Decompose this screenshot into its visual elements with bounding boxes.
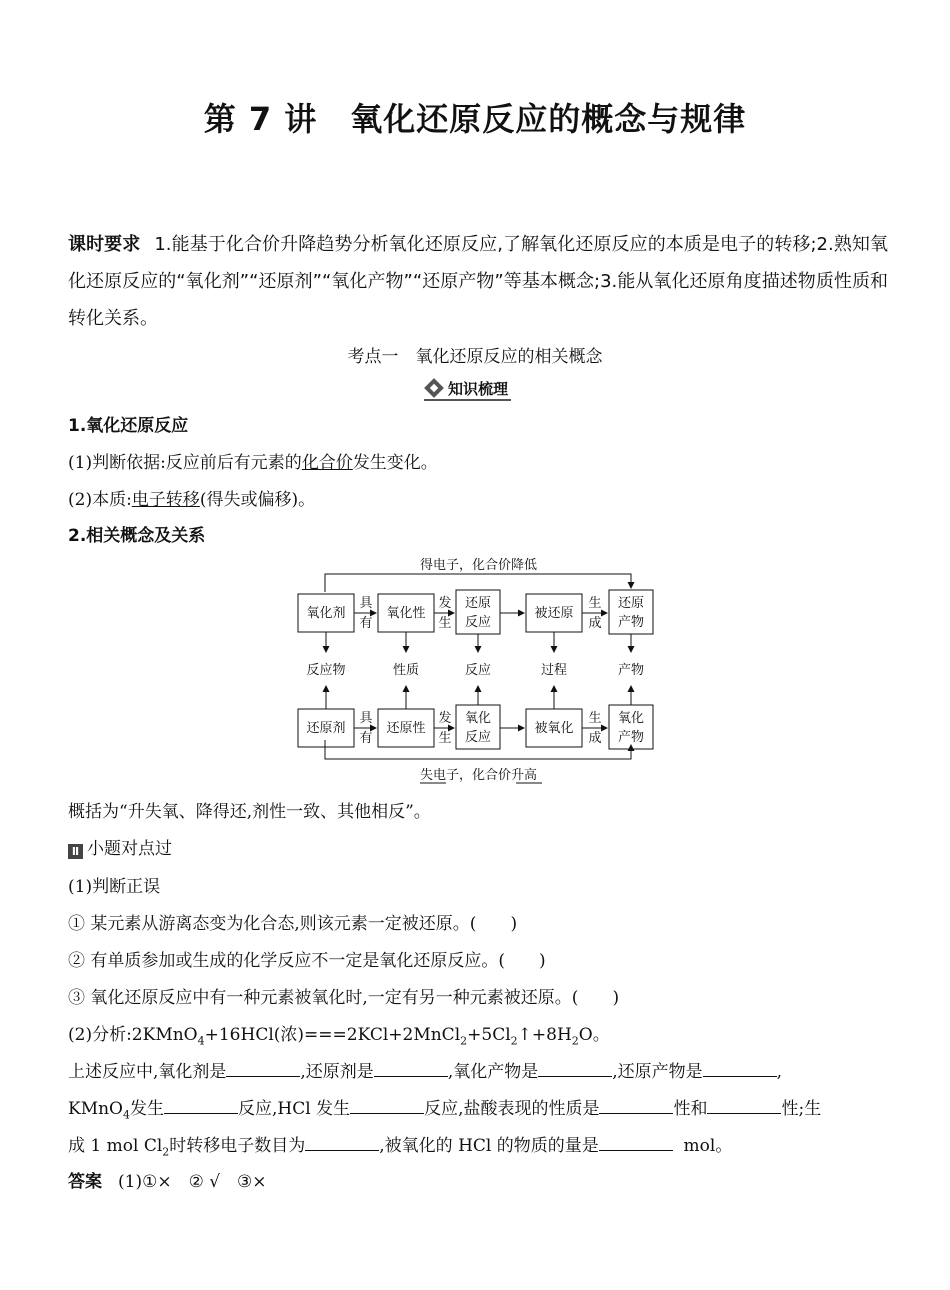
- p1-prefix: (1)判断依据:反应前后有元素的: [68, 453, 302, 473]
- q1-title: (1)判断正误: [68, 877, 161, 897]
- p2-suffix: (得失或偏移)。: [199, 490, 316, 510]
- top-row-label-2-a: 还原: [464, 596, 492, 611]
- q2-l2-t1: 反应,HCl 发生: [238, 1099, 351, 1119]
- answer-blank[interactable]: [707, 1099, 781, 1114]
- answer-blank[interactable]: [703, 1062, 777, 1077]
- paragraph-essence: [68, 485, 315, 510]
- paragraph-judgement: [68, 448, 438, 473]
- q1-item-3: ③ 氧化还原反应中有一种元素被氧化时,一定有另一种元素被还原。( ): [68, 988, 620, 1008]
- top-bracket-arrow: [325, 574, 631, 592]
- top-connector-2-a: 生: [588, 596, 602, 611]
- answer-blank[interactable]: [538, 1062, 612, 1077]
- top-row-label-0: 氧化剂: [306, 606, 346, 621]
- diamond-icon: [424, 378, 444, 398]
- answer-blank[interactable]: [350, 1099, 424, 1114]
- bottom-connector-0-b: 有: [359, 731, 373, 746]
- top-row-label-4-b: 产物: [617, 615, 645, 630]
- answer-blank[interactable]: [164, 1099, 238, 1114]
- top-row-label-3: 被还原: [534, 606, 574, 621]
- practice-icon: Ⅱ: [68, 844, 83, 859]
- page-title: 第 7 讲 氧化还原反应的概念与规律: [203, 100, 747, 138]
- bottom-row-label-3: 被氧化: [534, 721, 574, 736]
- eq-part-0: (2)分析:2KMnO: [68, 1025, 198, 1045]
- top-connector-0-a: 具: [359, 596, 373, 611]
- q2-l1-t2: ,氧化产物是: [447, 1062, 539, 1082]
- q2-line-3: [68, 1131, 732, 1158]
- q2-l3-t1: ,被氧化的 HCl 的物质的量是: [379, 1136, 599, 1156]
- eq-sub-0: 4: [197, 1034, 205, 1048]
- top-connector-0-b: 有: [359, 616, 373, 631]
- q2-line-1: [68, 1057, 782, 1082]
- q2-l2-sub: 4: [123, 1108, 130, 1122]
- answer-blank[interactable]: [599, 1099, 673, 1114]
- q2-l2-t2: 反应,盐酸表现的性质是: [424, 1099, 600, 1119]
- eq-part-3: ↑+8H: [517, 1025, 572, 1045]
- bottom-row-label-0: 还原剂: [306, 721, 346, 736]
- q2-l2-t0: 发生: [130, 1099, 164, 1119]
- answer-blank[interactable]: [305, 1136, 379, 1151]
- middle-label-1: 性质: [392, 663, 420, 678]
- q2-l3-t0: 时转移电子数目为: [169, 1136, 306, 1156]
- bottom-connector-1-b: 生: [438, 731, 452, 746]
- requirements-text: 1.能基于化合价升降趋势分析氧化还原反应,了解氧化还原反应的本质是电子的转移;2.熟知氧化还原反应的“氧化剂”“还原剂”“氧化产物”“还原产物”等基本概念;3.能从氧化还原角度描述物质性质和转化关系。: [68, 234, 888, 329]
- bottom-connector-2-a: 生: [588, 711, 602, 726]
- top-label: 得电子，化合价降低: [420, 558, 538, 573]
- eq-sub-3: 2: [571, 1034, 579, 1048]
- middle-label-2: 反应: [464, 663, 492, 678]
- q2-l2-t4: 性;生: [781, 1099, 822, 1119]
- eq-sub-2: 2: [510, 1034, 518, 1048]
- bottom-connector-0-a: 具: [359, 711, 373, 726]
- top-row-label-2-b: 反应: [464, 615, 492, 630]
- p2-prefix: (2)本质:: [68, 490, 132, 510]
- middle-label-3: 过程: [540, 663, 568, 678]
- q2-l2-t3: 性和: [673, 1099, 708, 1119]
- bottom-row-label-1: 还原性: [386, 721, 426, 736]
- heading-1: 1.氧化还原反应: [68, 416, 189, 436]
- answer-text: (1)①× ② √ ③×: [118, 1172, 267, 1192]
- summary-text: 概括为“升失氧、降得还,剂性一致、其他相反”。: [68, 802, 431, 822]
- knowledge-badge: [424, 377, 511, 401]
- badge-label: 知识梳理: [448, 379, 509, 398]
- section-title: 考点一 氧化还原反应的相关概念: [347, 347, 603, 367]
- eq-part-1: +16HCl(浓)===2KCl+2MnCl: [204, 1025, 461, 1045]
- p1-answer: 化合价: [301, 453, 353, 473]
- q2-l3-sub: 2: [162, 1145, 170, 1159]
- practice-heading: [68, 834, 172, 859]
- top-connector-1-a: 发: [438, 596, 452, 611]
- answer-blank[interactable]: [226, 1062, 300, 1077]
- q2-l1-t3: ,还原产物是: [612, 1062, 703, 1082]
- q2-l3-a: 成 1 mol Cl: [68, 1136, 163, 1156]
- q2-l3-t2: mol。: [672, 1136, 733, 1156]
- bottom-row-label-2-b: 反应: [464, 730, 492, 745]
- eq-part-2: +5Cl: [467, 1025, 511, 1045]
- answer-label: 答案: [68, 1172, 102, 1192]
- top-connector-1-b: 生: [438, 616, 452, 631]
- lesson-requirements: [68, 226, 888, 337]
- eq-part-4: O。: [578, 1025, 610, 1045]
- top-row-label-1: 氧化性: [386, 606, 426, 621]
- answer-blank[interactable]: [374, 1062, 448, 1077]
- practice-label: 小题对点过: [87, 839, 172, 859]
- middle-label-0: 反应物: [306, 663, 346, 678]
- requirements-label: 课时要求: [68, 234, 141, 255]
- redox-concept-diagram: [290, 552, 670, 788]
- q2-l1-t4: ,: [776, 1062, 783, 1082]
- p1-suffix: 发生变化。: [352, 453, 438, 473]
- eq-sub-1: 2: [460, 1034, 468, 1048]
- bottom-connector-2-b: 成: [588, 731, 602, 746]
- q1-item-2: ② 有单质参加或生成的化学反应不一定是氧化还原反应。( ): [68, 951, 546, 971]
- answer-blank[interactable]: [599, 1136, 673, 1151]
- middle-label-4: 产物: [617, 663, 645, 678]
- top-connector-2-b: 成: [588, 616, 602, 631]
- bottom-row-label-2-a: 氧化: [464, 711, 492, 726]
- p2-answer: 电子转移: [131, 490, 200, 510]
- bottom-row-label-4-a: 氧化: [617, 711, 645, 726]
- heading-2: 2.相关概念及关系: [68, 526, 206, 546]
- q2-line-2: [68, 1094, 821, 1121]
- bottom-row-label-4-b: 产物: [617, 730, 645, 745]
- q2-equation: [68, 1020, 610, 1047]
- q2-l1-t1: ,还原剂是: [300, 1062, 374, 1082]
- answer-line: [68, 1167, 267, 1192]
- top-row-label-4-a: 还原: [617, 596, 645, 611]
- bottom-label: 失电子，化合价升高: [420, 768, 538, 783]
- q1-item-1: ① 某元素从游离态变为化合态,则该元素一定被还原。( ): [68, 914, 518, 934]
- q2-l2-a: KMnO: [68, 1099, 123, 1119]
- bottom-connector-1-a: 发: [438, 711, 452, 726]
- q2-l1-t0: 上述反应中,氧化剂是: [68, 1062, 227, 1082]
